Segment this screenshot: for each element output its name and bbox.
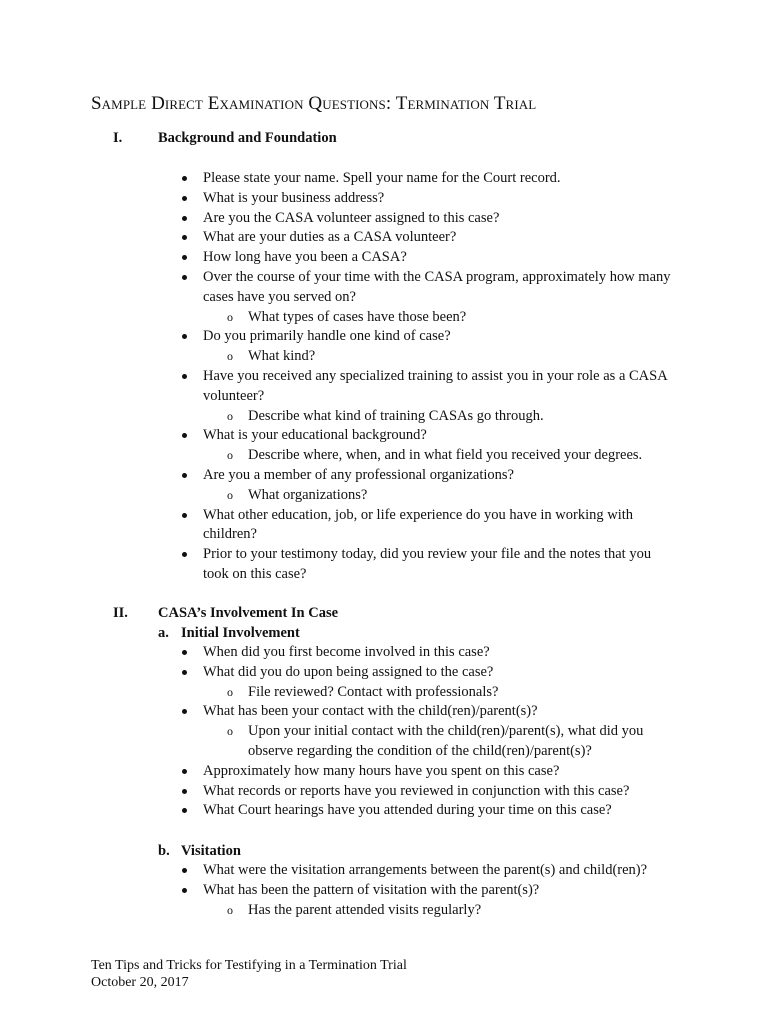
section-number: I. — [113, 130, 123, 146]
section-title: Background and Foundation — [158, 130, 337, 146]
section-1-list — [0, 169, 673, 585]
list-item: When did you first become involved in this case? — [0, 643, 673, 663]
sub-list-item: o Upon your initial contact with the child(ren)/parent(s), what did you observe regarding the condition of the child(ren)/parent(s)? — [0, 722, 668, 762]
list-item: Prior to your testimony today, did you review your file and the notes that you took on this case? — [0, 545, 673, 585]
document-title: Sample Direct Examination Questions: Termination Trial — [91, 93, 537, 114]
sub-list-item: o What organizations? — [0, 486, 668, 506]
list-item: Over the course of your time with the CASA program, approximately how many cases have you served on? — [0, 268, 673, 308]
list-item: What has been your contact with the child(ren)/parent(s)? — [0, 702, 673, 722]
page-footer — [91, 957, 407, 991]
subsection-title: Initial Involvement — [181, 625, 300, 641]
list-item: What is your educational background? — [0, 426, 673, 446]
sub-list-item: o What kind? — [0, 347, 668, 367]
subsection-heading-b — [158, 841, 241, 861]
list-item: Please state your name. Spell your name for the Court record. — [0, 169, 673, 189]
footer-date: October 20, 2017 — [91, 975, 189, 990]
list-item: What were the visitation arrangements between the parent(s) and child(ren)? — [0, 861, 673, 881]
subsection-a-list — [0, 643, 673, 821]
subsection-letter: a. — [158, 625, 169, 641]
list-item: What records or reports have you reviewed in conjunction with this case? — [0, 782, 673, 802]
sub-list-item: o Has the parent attended visits regularly? — [0, 901, 668, 921]
list-item: What are your duties as a CASA volunteer? — [0, 228, 673, 248]
sub-list-item: o Describe what kind of training CASAs go through. — [0, 407, 668, 427]
list-item: Are you the CASA volunteer assigned to this case? — [0, 209, 673, 229]
list-item: What other education, job, or life experience do you have in working with children? — [0, 506, 673, 546]
list-item: What is your business address? — [0, 189, 673, 209]
subsection-heading-a — [158, 623, 300, 643]
list-item: What has been the pattern of visitation with the parent(s)? — [0, 881, 673, 901]
list-item: Approximately how many hours have you spent on this case? — [0, 762, 673, 782]
sub-list-item: o What types of cases have those been? — [0, 308, 668, 328]
sub-list-item: o File reviewed? Contact with professionals? — [0, 683, 668, 703]
subsection-letter: b. — [158, 843, 170, 859]
sub-list-item: o Describe where, when, and in what field you received your degrees. — [0, 446, 668, 466]
subsection-title: Visitation — [181, 843, 241, 859]
list-item: What did you do upon being assigned to the case? — [0, 663, 673, 683]
list-item: Do you primarily handle one kind of case? — [0, 327, 673, 347]
subsection-b-list — [0, 861, 673, 920]
list-item: Are you a member of any professional organizations? — [0, 466, 673, 486]
list-item: Have you received any specialized training to assist you in your role as a CASA volunteer? — [0, 367, 673, 407]
section-title: CASA’s Involvement In Case — [158, 605, 339, 621]
list-item: What Court hearings have you attended during your time on this case? — [0, 801, 673, 821]
section-number: II. — [113, 605, 128, 621]
footer-title: Ten Tips and Tricks for Testifying in a Termination Trial — [91, 958, 407, 973]
list-item: How long have you been a CASA? — [0, 248, 673, 268]
